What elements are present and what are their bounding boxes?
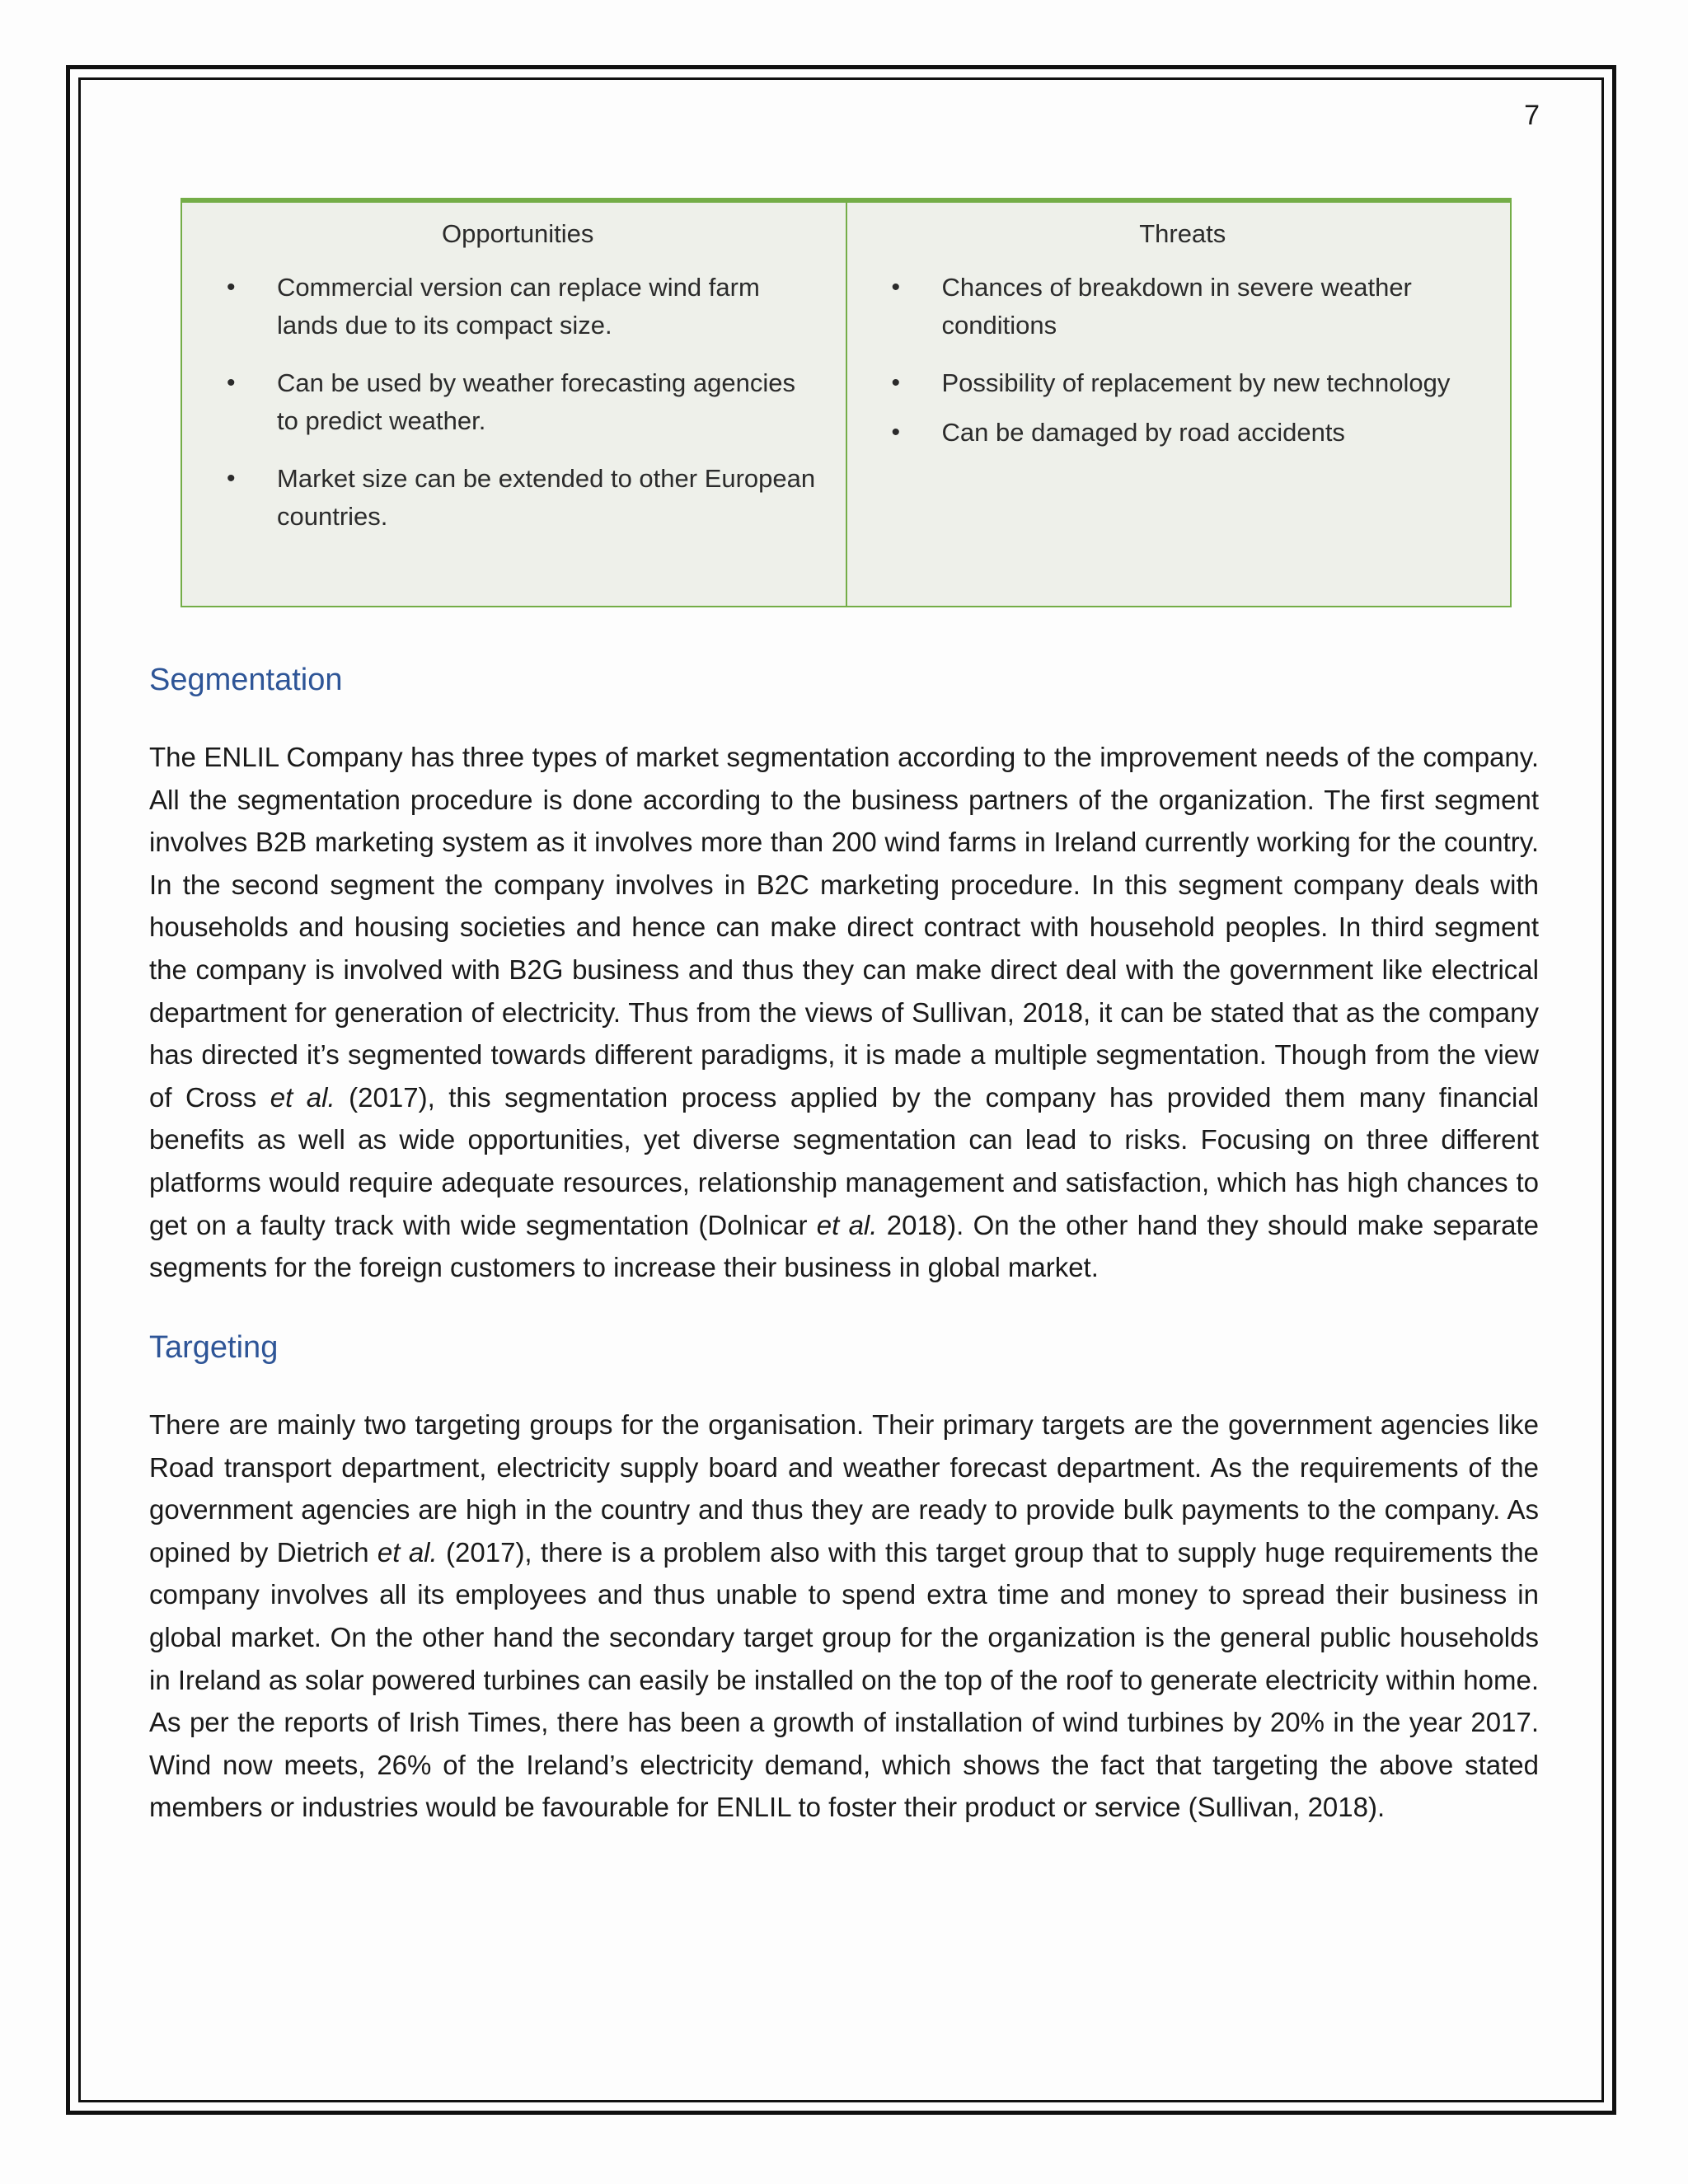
bullet-icon: • [891,369,901,396]
bullet-icon: • [227,274,236,301]
targeting-paragraph [149,1404,1539,1829]
list-item [215,460,821,536]
list-item [215,364,821,440]
opportunity-text: Commercial version can replace wind farm lands due to its compact size. [277,273,760,340]
bullet-icon: • [227,465,236,492]
segmentation-text-3: 2018). On the other hand they should make separate segments for the foreign customers to increase their business in global market. [149,1209,1539,1283]
segmentation-etal-2: et al. [816,1209,878,1240]
bullet-icon: • [227,369,236,396]
opportunities-heading: Opportunities [442,219,594,248]
opportunities-column [182,203,846,606]
segmentation-text-1: The ENLIL Company has three types of market segmentation according to the improvement needs of the company. All the segmentation procedure is done according to the business partners of the organization. The first segment involves B2B marketing system as it involves more than 200 wind farms in Ireland currently working for the country. In the second segment the company involves in B2C marketing procedure. In this segment company deals with households and housing societies and hence can make direct contract with household peoples. In third segment the company is involved with B2G business and thus they can make direct deal with the government like electrical department for generation of electricity. Thus from the views of Sullivan, 2018, it can be stated that as the company has directed it’s segmented towards different paradigms, it is made a multiple segmentation. Though from the view of Cross [149,742,1539,1113]
threats-heading: Threats [1139,219,1226,248]
targeting-text-1: There are mainly two targeting groups for the organisation. Their primary targets are the government agencies like Road transport department, electricity supply board and weather forecast department. As the requirements of the government agencies are high in the country and thus they are ready to provide bulk payments to the company. As opined by Dietrich [149,1409,1539,1568]
threats-list [880,269,1486,452]
segmentation-heading: Segmentation [149,663,343,697]
targeting-text-2: (2017), there is a problem also with this target group that to supply huge requirements the company involves all its employees and thus unable to spend extra time and money to spread their business in global market. On the other hand the secondary target group for the organization is the general public households in Ireland as solar powered turbines can easily be installed on the top of the roof to generate electricity within home. As per the reports of Irish Times, there has been a growth of installation of wind turbines by 20% in the year 2017. Wind now meets, 26% of the Ireland’s electricity demand, which shows the fact that targeting the above stated members or industries would be favourable for ENLIL to foster their product or service (Sullivan, 2018). [149,1536,1539,1823]
list-item [880,414,1486,452]
threat-text: Can be damaged by road accidents [941,418,1345,447]
list-item [880,364,1486,402]
bullet-icon: • [891,274,901,301]
bullet-icon: • [891,419,901,446]
threat-text: Chances of breakdown in severe weather conditions [941,273,1412,340]
page-number: 7 [1524,100,1540,131]
list-item [215,269,821,344]
segmentation-etal-1: et al. [270,1081,335,1113]
list-item [880,269,1486,344]
segmentation-paragraph [149,736,1539,1289]
threat-text: Possibility of replacement by new technology [941,368,1451,397]
segmentation-text-2: (2017), this segmentation process applied by the company has provided them many financial benefits as well as wide opportunities, yet diverse segmentation can lead to risks. Focusing on three different platforms would require adequate resources, relationship management and satisfaction, which has high chances to get on a faulty track with wide segmentation (Dolnicar [149,1081,1540,1240]
opportunities-list [215,269,821,536]
targeting-heading: Targeting [149,1330,279,1365]
swot-table [181,198,1512,607]
opportunity-text: Market size can be extended to other European countries. [277,464,816,531]
targeting-etal: et al. [377,1536,438,1568]
threats-column [846,203,1511,606]
opportunity-text: Can be used by weather forecasting agencies to predict weather. [277,368,796,435]
